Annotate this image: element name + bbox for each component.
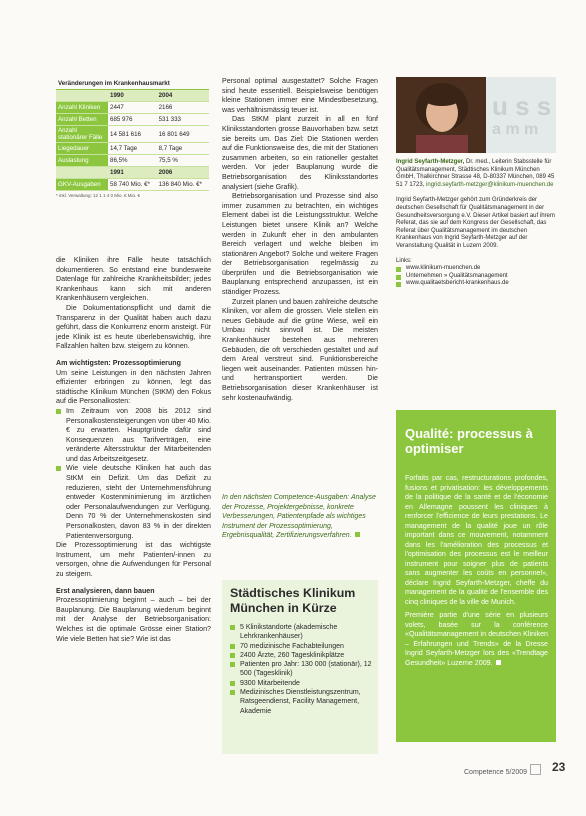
table-cell: 1991	[108, 167, 157, 179]
table-cell: Auslastung	[56, 155, 108, 167]
facts-box	[222, 580, 378, 754]
table-cell: Liegedauer	[56, 143, 108, 155]
next-issue-note	[222, 493, 378, 541]
link-item[interactable]: www.klinikum-muenchen.de	[396, 265, 556, 273]
table-footnote: * inkl. Verwaltung: 12 1 1 4 0 Mio. € Mio. €	[56, 193, 141, 198]
table-header-1990	[56, 90, 209, 102]
column-1	[56, 256, 211, 644]
background-text: a m m	[492, 121, 539, 138]
table-row	[56, 114, 209, 126]
table-cell: 2004	[157, 90, 209, 102]
author-photo	[396, 77, 486, 153]
french-text	[405, 474, 548, 672]
page-box-icon	[530, 764, 541, 775]
author-name: Ingrid Seyfarth-Metzger,	[396, 159, 465, 165]
links-label: Links:	[396, 257, 412, 264]
table-cell: 14,7 Tage	[108, 143, 157, 155]
paragraph: Zurzeit planen und bauen zahlreiche deutsche Kliniken, vor allem die grossen. Viele stellen ein neues Gebäude auf die grüne Wiese, weil ein Umbau nicht sinnvoll ist. Die meisten Krankenhäuser bestehen aus mehreren Gebäuden, die oft verschieden gestaltet und auf dem Areal verstreut sind. Funktionsbereiche liegen weit auseinander. Patienten müssen hin- und hertransportiert werden. Die Betriebsorganisation dieser Krankenhäuser ist sehr kostenaufwändig.	[222, 297, 378, 402]
table-cell: 2447	[108, 102, 157, 114]
list-item: Im Zeitraum von 2008 bis 2012 sind Personalkostensteigerungen von über 40 Mio. € zu erwarten. Hauptgründe dafür sind Konsequenzen aus Tarifverträgen, eine veränderte Altersstruktur der Mitarbeitenden und das Arbeitszeitgesetz.	[56, 407, 211, 465]
table-cell: Anzahl Betten	[56, 114, 108, 126]
table-cell: 75,5 %	[157, 155, 209, 167]
links-list	[396, 265, 556, 288]
french-summary-box	[396, 410, 556, 742]
table-cell: 1990	[108, 90, 157, 102]
paragraph: Betriebsorganisation und Prozesse sind also immer zusammen zu betrachten, ein wichtiges Element dabei ist die Leistungsstruktur. Welche Leistungen bietet unsere Klinik an? Welche werden in Zukunft eher in den ambulanten Bereich verlagert und welche bleiben im stationären Angebot? Solche und weitere Fragen der Betriebsorganisation regelmässig zu überprüfen und die Betriebsorganisation wie Bauplanung entsprechend anzupassen, ist ein ständiger Prozess.	[222, 192, 378, 297]
list-item: Wie viele deutsche Kliniken hat auch das StKM ein Defizit. Um das Defizit zu reduzieren, steht der Unternehmensführung entweder Kostenminimierung im ärztlichen oder Personalaufwendungen zur Verfügung. Denn 70 % der Unternehmenskosten sind Personalkosten, davon 83 % in der direkten Patientenversorgung.	[56, 464, 211, 541]
paragraph: Forfaits par cas, restructurations profondes, fusions et privatisation: les développements de la politique de la santé et de l'économie en Allemagne poussent les cliniques à renforcer l'efficience de leurs prestations. Le management de la qualité joue un rôle important dans ce mouvement, notamment dans les l'amélioration des processus et l'optimisation des processus est le meilleur instrument pour soigner plus de patients sans augmenter les coûts en personnel», déclare Ingrid Seyfarth-Metzger, cheffe du management de la qualité de l'ensemble des cinq cliniques de la ville de Munich.	[405, 474, 548, 606]
next-issue-text: In den nächsten Competence-Ausgaben: Analyse der Prozesse, Projektergebnisse, konkrete Verbesserungen, Patientenpfade als wichtiges Instrument der Prozessoptimierung, Ergebnisqualität, Zertifizierungsverfahren.	[222, 494, 376, 540]
paragraph: Première partie d'une série en plusieurs volets, basée sur la conférence «Qualitätsmanagement in deutschen Kliniken – Erfahrungen und Trends» de la Dresse Ingrid Seyfarth-Metzger lors des «Trendtage Gesundheit» Luzerne 2009.	[405, 611, 548, 667]
list-item: 9300 Mitarbeitende	[230, 679, 372, 688]
table-title: Veränderungen im Krankenhausmarkt	[56, 78, 209, 90]
paragraph: Die Dokumentationspflicht und damit die Transparenz in der Qualität haben auch dazu geführt, dass die Konkurrenz enorm ansteigt. Für jede Klinik ist es heute überlebenswichtig, ihre Fallzahlen halten bzw. steigern zu können.	[56, 303, 211, 351]
author-info	[396, 159, 556, 288]
table-grid	[56, 90, 209, 191]
table-cell: 2166	[157, 102, 209, 114]
photo-background	[486, 77, 556, 153]
list-item: 70 medizinische Fachabteilungen	[230, 642, 372, 651]
table-cell: 2006	[157, 167, 209, 179]
paragraph: Prozessoptimierung beginnt – auch – bei der Bauplanung. Die Bauplanung wiederum beginnt mit der Analyse der Betriebsorganisation: Welches ist die optimale Grösse einer Station? Wie viele Betten hat sie? Wie ist das	[56, 596, 211, 643]
table-cell: 136 840 Mio. €*	[157, 179, 209, 191]
paragraph: Personal optimal ausgestattet? Solche Fragen sind heute essentiell. Beispielsweise benötigen kleine Stationen immer eine Mindestbesetzung, was verhältnismässig teuer ist.	[222, 77, 378, 114]
page-number: 23	[552, 760, 566, 774]
table-cell	[56, 90, 108, 102]
footer-label	[464, 764, 541, 776]
table-cell: 8,7 Tage	[157, 143, 209, 155]
table-cell: Anzahl Kliniken	[56, 102, 108, 114]
end-square-icon	[496, 660, 501, 665]
column-2	[222, 77, 378, 403]
paragraph: Das StKM plant zurzeit in all en fünf Kliniksstandorten grosse Bauvorhaben bzw. setzt sie bereits um. Das Ziel: Die Stationen werden auf die Funktionsweise des, die mit der Stationen zusammen arbeiten, so ein rationeller gestaltet werden. Vor jeder Bauplanung wurde die Betriebsorganisation des Kliniksstandortes analysiert (siehe Grafik).	[222, 115, 378, 191]
table-cell: Anzahl stationärer Fälle	[56, 126, 108, 143]
table-cell	[56, 167, 108, 179]
link-item[interactable]: www.qualitaetsbericht-krankenhaus.de	[396, 280, 556, 288]
table-row	[56, 126, 209, 143]
list-item: Patienten pro Jahr: 130 000 (stationär), 12 500 (Tagesklinik)	[230, 660, 372, 679]
table-cell: 14 581 616	[108, 126, 157, 143]
table-row	[56, 143, 209, 155]
link-item[interactable]: Unternehmen » Qualitätsmanagement	[396, 273, 556, 281]
table-row	[56, 102, 209, 114]
table-row	[56, 155, 209, 167]
market-table	[56, 78, 209, 198]
subheading: Erst analysieren, dann bauen	[56, 586, 155, 595]
french-title: Qualité: processus à optimiser	[405, 426, 533, 456]
background-text: u s s	[492, 91, 552, 121]
table-header-1991	[56, 167, 209, 179]
list-item: 5 Klinikstandorte (akademische Lehrkrankenhäuser)	[230, 623, 372, 642]
table-cell: 58 740 Mio. €*	[108, 179, 157, 191]
paragraph: die Kliniken ihre Fälle heute tatsächlich dokumentieren. So entstand eine bundesweite Datenlage für zahlreiche Krankheitsbilder; jedes Krankenhaus kann sich mit anderen Krankenhäusern vergleichen.	[56, 256, 211, 303]
table-cell: GKV-Ausgaben	[56, 179, 108, 191]
author-bio: Ingrid Seyfarth-Metzger gehört zum Gründerkreis der deutschen Gesellschaft für Qualitätsmanagement in der Gesundheitsversorgung e.V. Dieser Artikel basiert auf ihrem Referat, das sie auf dem Kongress der Gesellschaft, das Referat über Qualitätsmanagement im deutschen Krankenhaus von Ingrid Seyfarth-Metzger auf der Veranstaltung Qualität in Luzern 2009.	[396, 197, 555, 249]
facts-title: Städtisches Klinikum München in Kürze	[230, 586, 356, 615]
table-cell: 685 976	[108, 114, 157, 126]
list-item: 2400 Ärzte, 260 Tagesklinikplätze	[230, 651, 372, 660]
author-email[interactable]: ingrid.seyfarth-metzger@klinikum-muenchen.de	[426, 181, 554, 188]
list-item: Medizinisches Dienstleistungszentrum, Ratsgeendienst, Facility Management, Akademie	[230, 688, 372, 716]
author-title: Dr. med., Leiterin Stabsstelle für Qualitätsmanagement, Städtisches Klinikum München GmbH, Thalkirchner Strasse 48, D-80337 München, 089 45 51 7 1723,	[396, 159, 555, 188]
magazine-name: Competence 5/2009	[464, 769, 528, 776]
subheading: Am wichtigsten: Prozessoptimierung	[56, 358, 181, 367]
table-cell: 16 801 649	[157, 126, 209, 143]
end-square-icon	[355, 532, 360, 537]
table-row	[56, 179, 209, 191]
table-cell: 86,5%	[108, 155, 157, 167]
bullet-list	[56, 407, 211, 541]
paragraph: Um seine Leistungen in den nächsten Jahren effizienter erbringen zu können, legt das städtische Klinikum München (StKM) den Fokus auf die Personalkosten:	[56, 368, 211, 406]
facts-list	[230, 623, 372, 716]
table-cell: 531 333	[157, 114, 209, 126]
paragraph: Die Prozessoptimierung ist das wichtigste Instrument, um mehr Patienten/-innen zu versorgen, ohne die Aufwendungen für Personal zu steigern.	[56, 541, 211, 578]
portrait-image	[396, 77, 486, 153]
